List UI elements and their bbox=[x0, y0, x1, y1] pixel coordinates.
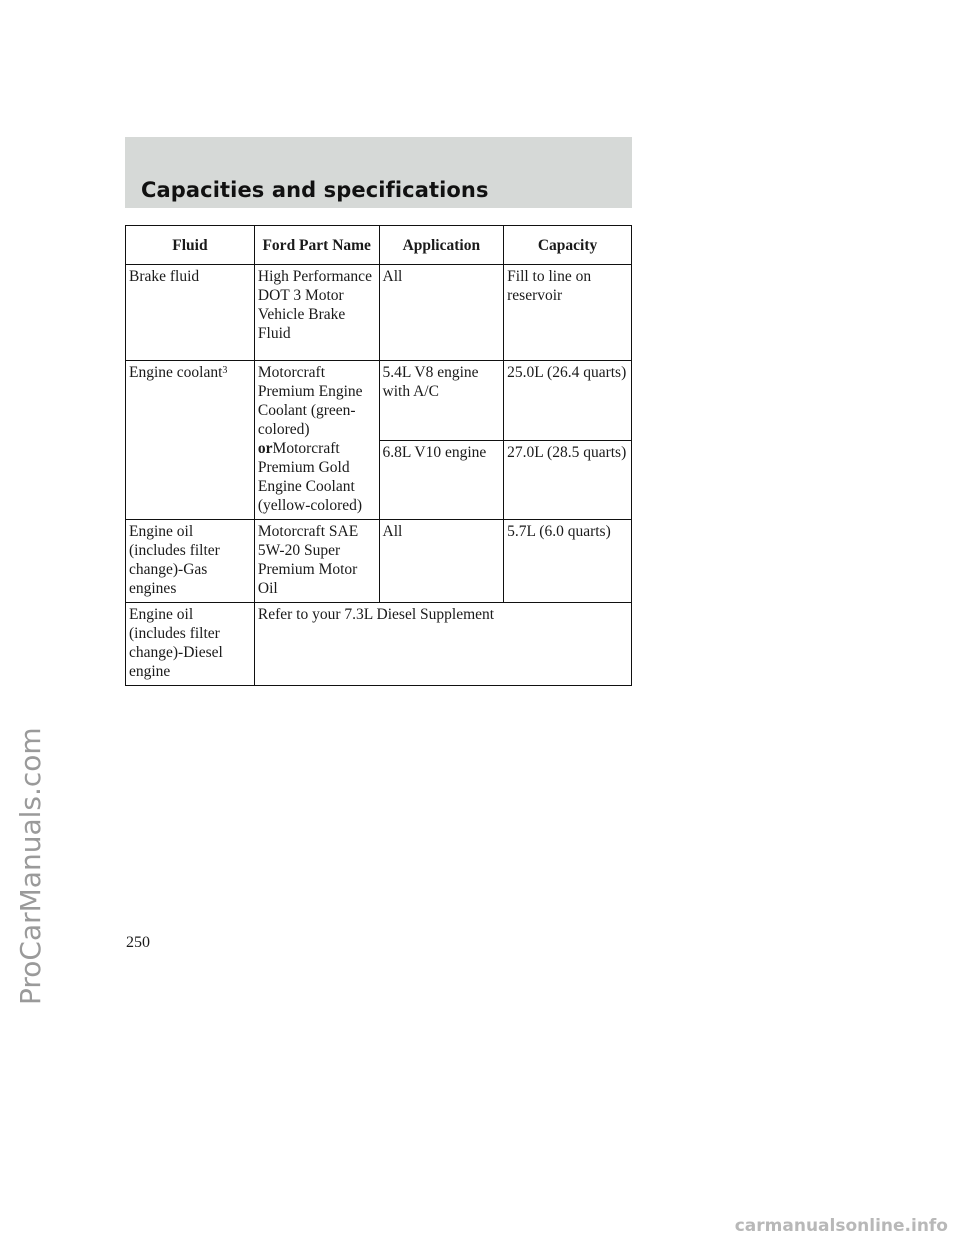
section-title: Capacities and specifications bbox=[141, 178, 489, 202]
cell-capacity: 5.7L (6.0 quarts) bbox=[504, 520, 632, 603]
cell-capacity: Fill to line on reservoir bbox=[504, 265, 632, 361]
cell-capacity: 27.0L (28.5 quarts) bbox=[504, 440, 632, 520]
table-header-row bbox=[126, 226, 632, 265]
table-row bbox=[126, 361, 632, 441]
cell-part-name: Motorcraft SAE 5W-20 Super Premium Motor Oil bbox=[254, 520, 379, 603]
cell-note: Refer to your 7.3L Diesel Supplement bbox=[254, 603, 631, 686]
table-row bbox=[126, 603, 632, 686]
cell-application: 6.8L V10 engine bbox=[379, 440, 504, 520]
cell-fluid: Engine oil (includes filter change)-Diesel engine bbox=[126, 603, 255, 686]
coolant-part-main: Motorcraft Premium Engine Coolant (green-colored) bbox=[257, 364, 363, 438]
cell-application: All bbox=[379, 265, 504, 361]
table-row bbox=[126, 520, 632, 603]
cell-part-name bbox=[254, 361, 379, 520]
cell-application: 5.4L V8 engine with A/C bbox=[379, 361, 504, 441]
column-header-application: Application bbox=[379, 226, 504, 265]
column-header-part-name: Ford Part Name bbox=[254, 226, 379, 265]
column-header-capacity: Capacity bbox=[504, 226, 632, 265]
page-number: 250 bbox=[126, 934, 150, 951]
cell-application: All bbox=[379, 520, 504, 603]
column-header-fluid: Fluid bbox=[126, 226, 255, 265]
table-row bbox=[126, 265, 632, 361]
coolant-part-alt: Motorcraft Premium Gold Engine Coolant (yellow-colored) bbox=[257, 440, 363, 514]
cell-fluid: Brake fluid bbox=[126, 265, 255, 361]
side-watermark: ProCarManuals.com bbox=[14, 727, 47, 1005]
cell-fluid: Engine oil (includes filter change)-Gas engines bbox=[126, 520, 255, 603]
footnote-marker: 3 bbox=[222, 365, 228, 376]
cell-fluid bbox=[126, 361, 255, 520]
coolant-part-or: or bbox=[257, 440, 273, 457]
bottom-watermark: carmanualsonline.info bbox=[734, 1216, 948, 1236]
cell-capacity: 25.0L (26.4 quarts) bbox=[504, 361, 632, 441]
cell-part-name: High Performance DOT 3 Motor Vehicle Brake Fluid bbox=[254, 265, 379, 361]
coolant-label: Engine coolant bbox=[129, 364, 223, 381]
capacities-table bbox=[125, 225, 632, 686]
